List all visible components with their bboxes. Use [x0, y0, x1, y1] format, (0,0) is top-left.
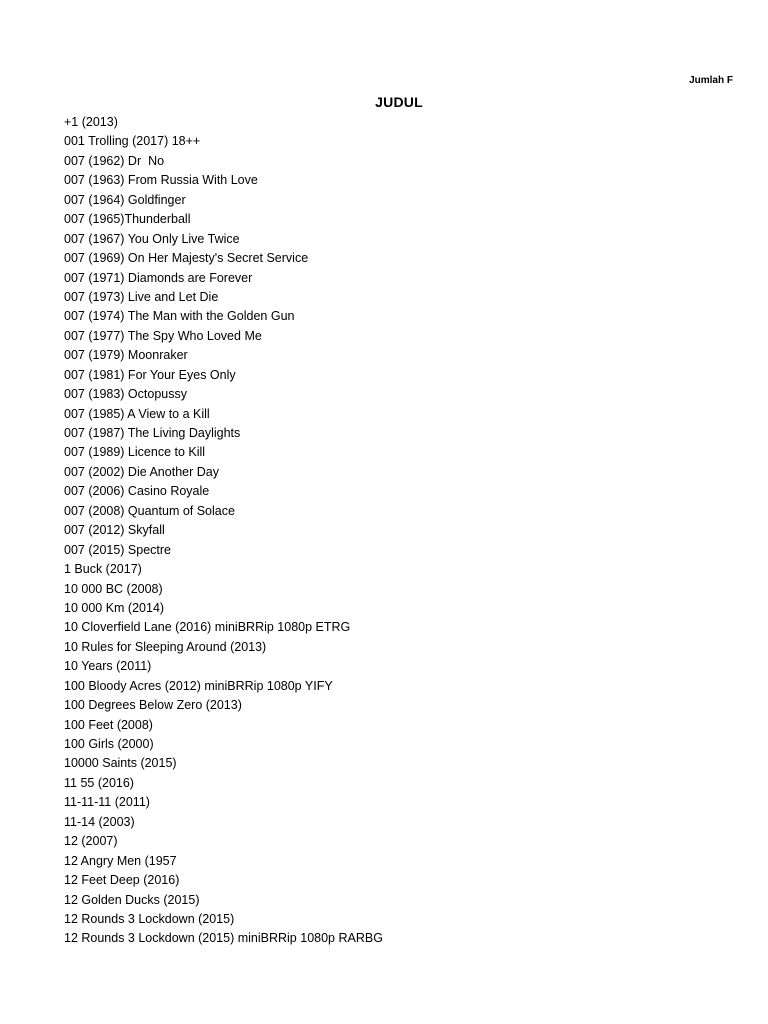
list-item: 007 (2015) Spectre — [64, 542, 172, 557]
list-item: 007 (1985) A View to a Kill — [64, 406, 210, 421]
list-item: 007 (2012) Skyfall — [64, 523, 165, 538]
list-item: 10 Cloverfield Lane (2016) miniBRRip 1080p ETRG — [64, 620, 351, 635]
list-item: 001 Trolling (2017) 18++ — [64, 134, 201, 149]
list-item: 007 (1971) Diamonds are Forever — [64, 270, 253, 285]
list-item: 12 Golden Ducks (2015) — [64, 892, 200, 907]
list-item: 007 (1965)Thunderball — [64, 212, 191, 227]
column-header: Jumlah F — [689, 75, 733, 86]
list-item: 007 (1964) Goldfinger — [64, 192, 186, 207]
list-item: 12 Feet Deep (2016) — [64, 873, 180, 888]
list-item: 10 Years (2011) — [64, 659, 152, 674]
list-item: 100 Bloody Acres (2012) miniBRRip 1080p YIFY — [64, 678, 333, 693]
list-item: 007 (1974) The Man with the Golden Gun — [64, 309, 295, 324]
list-item: 007 (1973) Live and Let Die — [64, 289, 219, 304]
list-item: 007 (1969) On Her Majesty's Secret Service — [64, 251, 309, 266]
list-item: 1 Buck (2017) — [64, 562, 142, 577]
list-item: 007 (2008) Quantum of Solace — [64, 503, 235, 518]
title-list — [64, 113, 383, 949]
list-item: +1 (2013) — [64, 115, 118, 129]
list-item: 12 Rounds 3 Lockdown (2015) — [64, 911, 235, 926]
list-item: 007 (1962) Dr No — [64, 153, 165, 168]
list-item: 10000 Saints (2015) — [64, 756, 177, 771]
list-item: 10 Rules for Sleeping Around (2013) — [64, 639, 267, 654]
list-item: 007 (2006) Casino Royale — [64, 484, 210, 499]
list-item: 007 (1977) The Spy Who Loved Me — [64, 328, 262, 343]
list-item: 007 (1979) Moonraker — [64, 348, 188, 363]
list-item: 12 (2007) — [64, 834, 118, 849]
list-item: 100 Girls (2000) — [64, 737, 154, 751]
list-item: 10 000 Km (2014) — [64, 600, 165, 615]
list-item: 007 (1987) The Living Daylights — [64, 426, 241, 440]
page-title: JUDUL — [375, 94, 423, 110]
list-item: 10 000 BC (2008) — [64, 581, 163, 596]
list-item: 007 (1967) You Only Live Twice — [64, 231, 240, 246]
list-item: 007 (1989) Licence to Kill — [64, 445, 206, 460]
list-item: 007 (1983) Octopussy — [64, 387, 187, 402]
list-item: 12 Angry Men (1957 — [64, 853, 177, 868]
list-item: 11-14 (2003) — [64, 814, 135, 829]
list-item: 007 (2002) Die Another Day — [64, 464, 219, 479]
list-item: 007 (1963) From Russia With Love — [64, 173, 258, 188]
list-item: 100 Feet (2008) — [64, 717, 153, 732]
list-item: 007 (1981) For Your Eyes Only — [64, 367, 236, 382]
list-item: 11 55 (2016) — [64, 775, 134, 790]
list-item: 11-11-11 (2011) — [64, 795, 150, 810]
list-item: 12 Rounds 3 Lockdown (2015) miniBRRip 1080p RARBG — [64, 931, 383, 946]
list-item: 100 Degrees Below Zero (2013) — [64, 698, 242, 713]
